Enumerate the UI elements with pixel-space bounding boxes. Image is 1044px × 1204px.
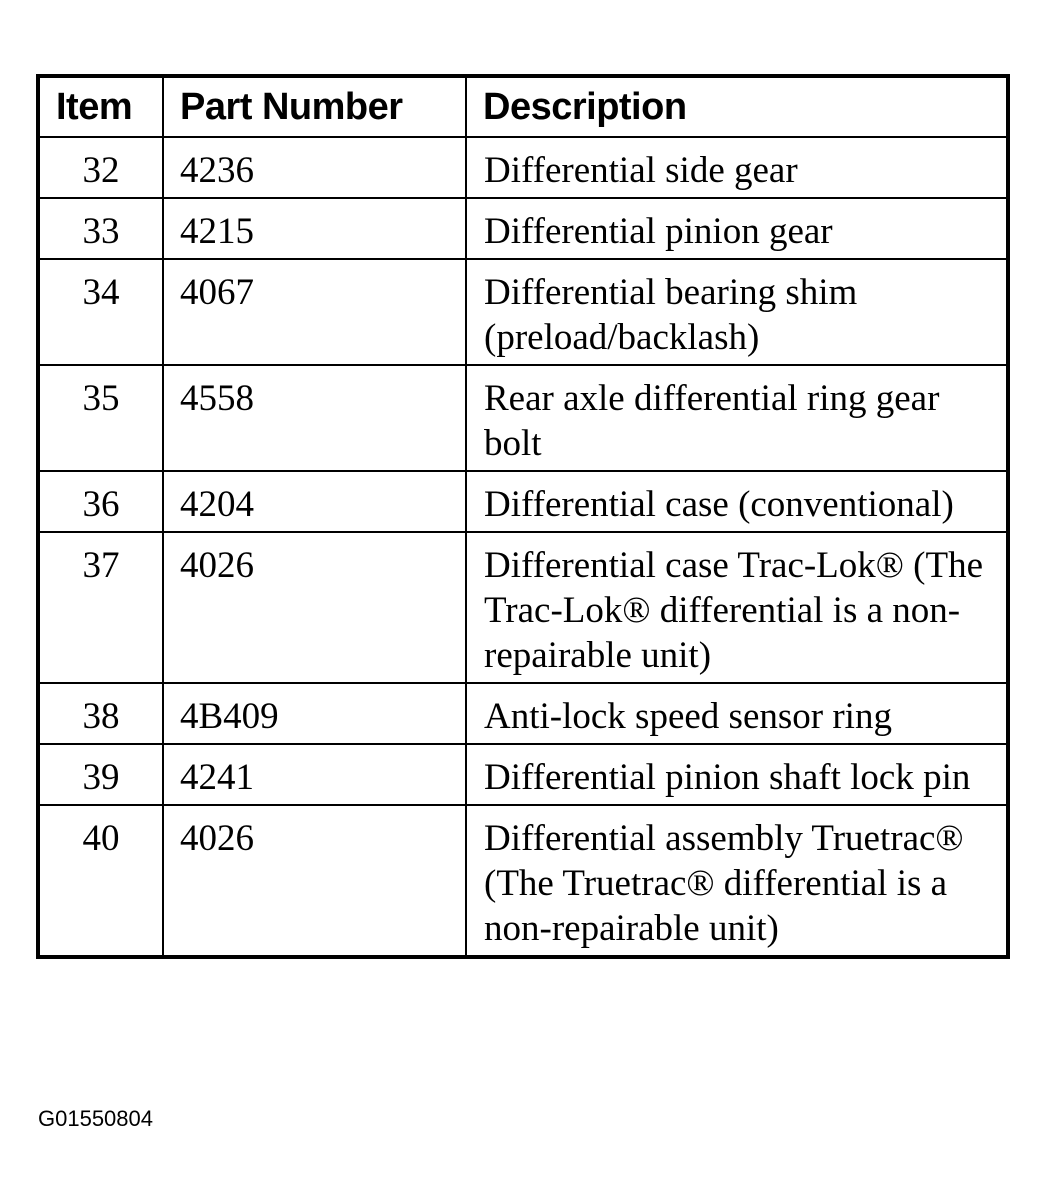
cell-description: Rear axle differential ring gear bolt [466,365,1008,471]
table-row [38,805,1008,957]
cell-part-number: 4241 [163,744,466,805]
cell-description: Anti-lock speed sensor ring [466,683,1008,744]
cell-part-number: 4558 [163,365,466,471]
cell-description: Differential pinion shaft lock pin [466,744,1008,805]
table-row [38,744,1008,805]
cell-item: 32 [38,137,163,198]
table-row [38,683,1008,744]
table-row [38,532,1008,683]
cell-item: 33 [38,198,163,259]
header-item: Item [38,76,163,137]
header-description: Description [466,76,1008,137]
cell-item: 40 [38,805,163,957]
cell-description: Differential side gear [466,137,1008,198]
cell-part-number: 4067 [163,259,466,365]
table-row [38,471,1008,532]
cell-description: Differential bearing shim (preload/backlash) [466,259,1008,365]
header-part-number: Part Number [163,76,466,137]
cell-item: 35 [38,365,163,471]
cell-part-number: 4236 [163,137,466,198]
cell-description: Differential case (conventional) [466,471,1008,532]
table-row [38,137,1008,198]
cell-item: 39 [38,744,163,805]
parts-table [36,74,1010,959]
cell-part-number: 4204 [163,471,466,532]
table-header-row [38,76,1008,137]
cell-description: Differential assembly Truetrac® (The Truetrac® differential is a non-repairable unit) [466,805,1008,957]
cell-part-number: 4026 [163,805,466,957]
cell-description: Differential pinion gear [466,198,1008,259]
cell-part-number: 4026 [163,532,466,683]
cell-item: 36 [38,471,163,532]
cell-item: 37 [38,532,163,683]
cell-part-number: 4B409 [163,683,466,744]
cell-description: Differential case Trac-Lok® (The Trac-Lok® differential is a non-repairable unit) [466,532,1008,683]
cell-part-number: 4215 [163,198,466,259]
table-row [38,365,1008,471]
cell-item: 38 [38,683,163,744]
figure-id: G01550804 [38,1106,153,1131]
table-row [38,259,1008,365]
table-row [38,198,1008,259]
cell-item: 34 [38,259,163,365]
